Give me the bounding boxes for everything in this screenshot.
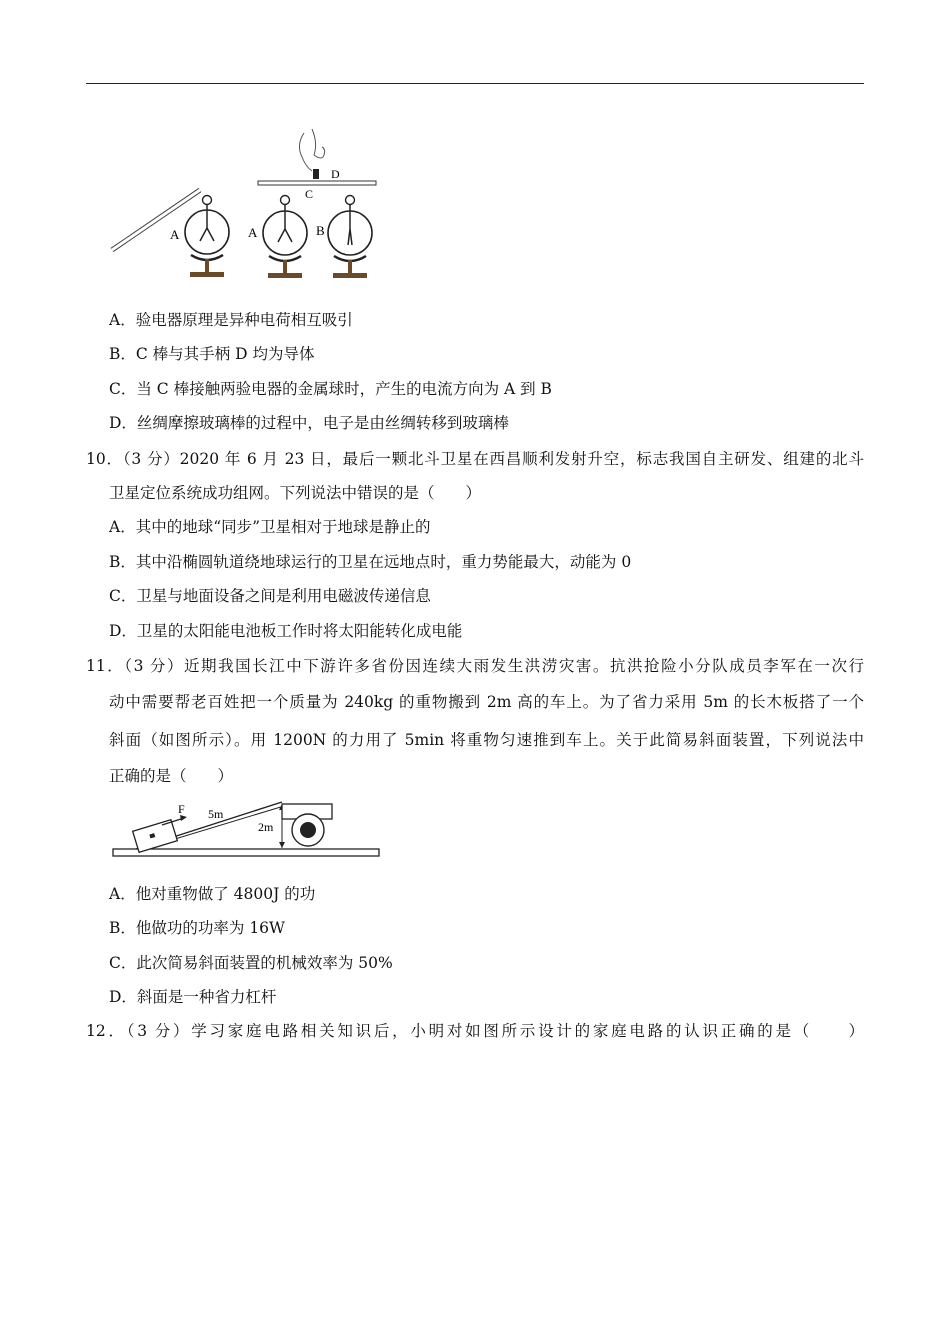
electroscope-a xyxy=(263,196,307,279)
ground xyxy=(113,849,379,856)
label-c: C xyxy=(305,187,314,201)
cart xyxy=(282,804,332,846)
incline-figure xyxy=(110,800,382,862)
cargo-box xyxy=(133,820,178,853)
q12-stem-line1: 12．（3 分）学习家庭电路相关知识后，小明对如图所示设计的家庭电路的认识正确的是（ ） xyxy=(86,1022,864,1040)
q11-stem-line1: 11．（3 分）近期我国长江中下游许多省份因连续大雨发生洪涝灾害。抗洪抢险小分队成员李军在一次行 xyxy=(86,657,864,675)
height-label: 2m xyxy=(258,820,274,834)
force-label: F xyxy=(178,802,185,816)
q10-stem-line2: 卫星定位系统成功组网。下列说法中错误的是（ ） xyxy=(109,484,482,502)
q10-option-a: A．其中的地球“同步”卫星相对于地球是静止的 xyxy=(109,518,431,536)
electroscope-b xyxy=(328,196,372,279)
label-a-left: A xyxy=(170,227,180,242)
label-d: D xyxy=(331,167,340,181)
length-label: 5m xyxy=(208,807,224,821)
metal-rod-c xyxy=(258,181,376,185)
force-arrow xyxy=(162,815,187,825)
electroscope-figure xyxy=(100,125,390,285)
q11-option-b: B．他做功的功率为 16W xyxy=(109,919,285,937)
q10-option-c: C．卫星与地面设备之间是利用电磁波传递信息 xyxy=(109,587,431,605)
q10-option-d: D．卫星的太阳能电池板工作时将太阳能转化成电能 xyxy=(109,622,463,640)
q9-option-d: D．丝绸摩擦玻璃棒的过程中，电子是由丝绸转移到玻璃棒 xyxy=(109,414,509,432)
q11-stem-line4: 正确的是（ ） xyxy=(109,767,234,785)
header-rule xyxy=(86,83,864,84)
q11-stem-line2: 动中需要帮老百姓把一个质量为 240kg 的重物搬到 2m 高的车上。为了省力采用 5m 的长木板搭了一个 xyxy=(109,693,864,711)
q11-stem-line3: 斜面（如图所示）。用 1200N 的力用了 5min 将重物匀速推到车上。关于此简易斜面装置，下列说法中 xyxy=(109,731,864,749)
q11-option-d: D．斜面是一种省力杠杆 xyxy=(109,988,277,1006)
q11-option-c: C．此次简易斜面装置的机械效率为 50% xyxy=(109,954,393,972)
q9-option-c: C．当 C 棒接触两验电器的金属球时，产生的电流方向为 A 到 B xyxy=(109,380,552,398)
electroscope-left xyxy=(185,196,229,278)
hand-icon xyxy=(299,129,324,179)
q9-option-b: B．C 棒与其手柄 D 均为导体 xyxy=(109,345,315,363)
label-a-mid: A xyxy=(248,225,258,240)
q11-option-a: A．他对重物做了 4800J 的功 xyxy=(109,885,316,903)
q10-option-b: B．其中沿椭圆轨道绕地球运行的卫星在远地点时，重力势能最大，动能为 0 xyxy=(109,553,632,571)
q9-option-a: A．验电器原理是异种电荷相互吸引 xyxy=(109,311,353,329)
q10-stem-line1: 10．（3 分）2020 年 6 月 23 日，最后一颗北斗卫星在西昌顺利发射升空，标志我国自主研发、组建的北斗 xyxy=(86,450,864,468)
label-b: B xyxy=(316,223,325,238)
